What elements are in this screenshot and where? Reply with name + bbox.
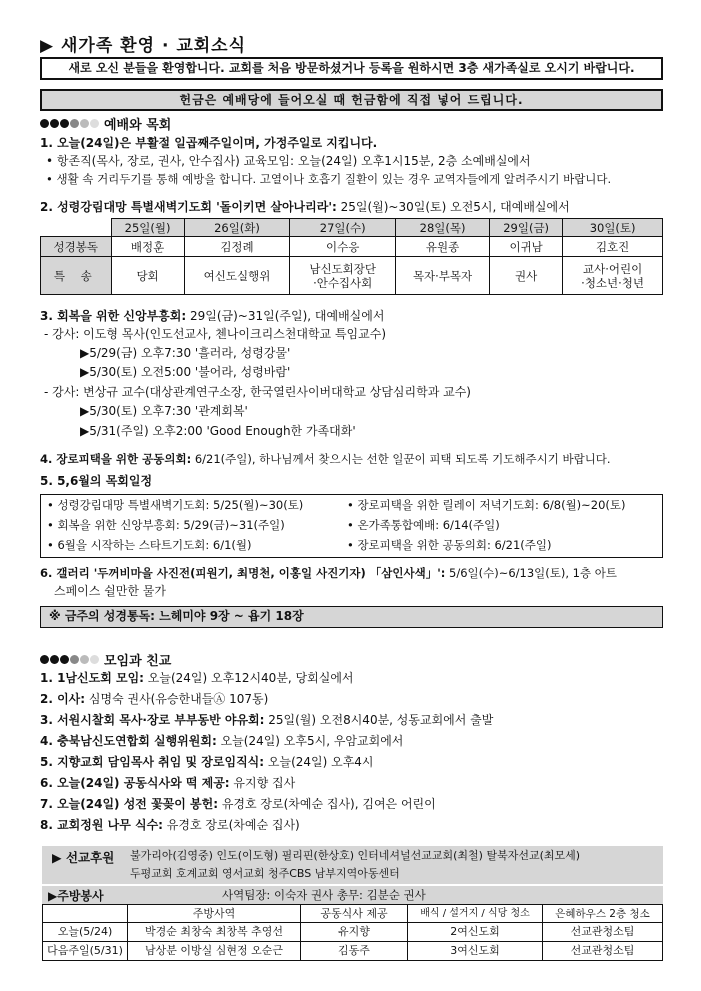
row-label: 성경봉독: [41, 237, 112, 257]
worship-item-5: 5. 5,6월의 목회일정: [40, 474, 153, 488]
dots-bullet-icon: [40, 119, 99, 128]
fellowship-item: 2. 이사: 심명숙 권사(유승한내들Ⓐ 107동): [40, 692, 269, 706]
kitchen-label: ▶주방봉사: [48, 889, 104, 903]
session-2: ▶5/30(토) 오전5:00 '불어라, 성령바람': [80, 365, 291, 379]
table-header-cell: 은혜하우스 2층 청소: [543, 905, 663, 923]
table-header-cell: 공동식사 제공: [301, 905, 408, 923]
table-cell: 유지향: [301, 923, 408, 942]
list-item: • 회복을 위한 신앙부흥회: 5/29(금)~31(주일): [47, 518, 285, 532]
table-cell: 배정훈: [111, 237, 184, 257]
fellowship-section-heading: [40, 650, 171, 669]
table-cell: 남상분 이방실 심현정 오순근: [128, 942, 301, 961]
table-cell: 3여신도회: [408, 942, 543, 961]
offering-banner: 헌금은 예배당에 들어오실 때 헌금함에 직접 넣어 드립니다.: [40, 89, 663, 111]
worship-item-3: 3. 회복을 위한 신앙부흥회: 29일(금)~31일(주일), 대예배실에서: [40, 309, 385, 323]
worship-item-4: 4. 장로피택을 위한 공동의회: 6/21(주일), 하나님께서 찾으시는 선한 일꾼이 피택 되도록 기도해주시기 바랍니다.: [40, 452, 611, 466]
table-cell: 김동주: [301, 942, 408, 961]
table-header-cell: 주방사역: [128, 905, 301, 923]
speaker-1: - 강사: 이도형 목사(인도선교사, 첸나이크리스천대학교 특임교수): [44, 327, 387, 341]
mission-line-2: 두평교회 호계교회 영서교회 청주CBS 남부지역아동센터: [130, 867, 400, 880]
fellowship-item: 3. 서원시찰회 목사·장로 부부동반 야유회: 25일(월) 오전8시40분, 성동교회에서 출발: [40, 713, 494, 727]
mission-label: ▶ 선교후원: [52, 850, 115, 865]
table-cell: 이수응: [290, 237, 396, 257]
table-row: [41, 257, 663, 295]
list-item: • 장로피택을 위한 공동의회: 6/21(주일): [347, 538, 552, 552]
fellowship-item: 7. 오늘(24일) 성전 꽃꽂이 봉헌: 유경호 장로(차예순 집사), 김여은 어린이: [40, 797, 436, 811]
kitchen-service-table: [42, 904, 663, 961]
table-cell: 김호진: [563, 237, 663, 257]
table-cell: 권사: [490, 257, 563, 295]
table-header-cell: 25일(월): [111, 219, 184, 237]
table-cell: 2여신도회: [408, 923, 543, 942]
table-cell: 선교관청소팀: [543, 923, 663, 942]
session-4: ▶5/31(주일) 오후2:00 'Good Enough한 가족대화': [80, 424, 356, 438]
schedule-box: [40, 494, 663, 558]
table-row: [43, 942, 663, 961]
kitchen-header-bar: [42, 886, 663, 904]
worship-item-6-line-2: 스페이스 쉴만한 물가: [54, 584, 166, 598]
kitchen-leaders: 사역팀장: 이숙자 권사 총무: 김분순 권사: [222, 888, 426, 902]
fellowship-item: 1. 1남신도회 모임: 오늘(24일) 오후12시40분, 당회실에서: [40, 671, 354, 685]
table-cell: 교사·어린이 ·청소년·청년: [563, 257, 663, 295]
table-cell: 오늘(5/24): [43, 923, 128, 942]
fellowship-item: 6. 오늘(24일) 공동식사와 떡 제공: 유지향 집사: [40, 776, 296, 790]
table-header-cell: 28일(목): [396, 219, 490, 237]
page-title: ▶ 새가족 환영 · 교회소식: [40, 36, 247, 56]
table-header-cell: 26일(화): [184, 219, 290, 237]
table-cell: 유원종: [396, 237, 490, 257]
table-cell: 선교관청소팀: [543, 942, 663, 961]
welcome-banner: 새로 오신 분들을 환영합니다. 교회를 처음 방문하셨거나 등록을 원하시면 3층 새가족실로 오시기 바랍니다.: [40, 57, 663, 80]
list-item: • 온가족통합예배: 6/14(주일): [347, 518, 500, 532]
table-cell: 김정례: [184, 237, 290, 257]
table-cell: 다음주일(5/31): [43, 942, 128, 961]
table-header-cell: 30일(토): [563, 219, 663, 237]
table-cell: 목자·부목자: [396, 257, 490, 295]
table-row: [43, 923, 663, 942]
table-cell: 당회: [111, 257, 184, 295]
bible-reading-banner: ※ 금주의 성경통독: 느헤미야 9장 ~ 욥기 18장: [40, 606, 663, 628]
table-header-cell: 27일(수): [290, 219, 396, 237]
session-1: ▶5/29(금) 오후7:30 '흘러라, 성령강물': [80, 346, 291, 360]
worship-item-6: 6. 갤러리 '두꺼비마을 사진전(피원기, 최명천, 이홍일 사진기자) 「삼인사색」': 5/6일(수)~6/13일(토), 1층 아트: [40, 566, 617, 580]
list-item: • 장로피택을 위한 릴레이 저녁기도회: 6/8(월)~20(토): [347, 498, 626, 512]
table-cell: 이귀남: [490, 237, 563, 257]
section-title: 모임과 친교: [104, 654, 172, 669]
row-label: 특 송: [41, 257, 112, 295]
worship-item-1: 1. 오늘(24일)은 부활절 일곱째주일이며, 가정주일로 지킵니다.: [40, 136, 378, 150]
worship-item-1-bullet-2: • 생활 속 거리두기를 통해 예방을 합니다. 고열이나 호흡기 질환이 있는 경우 교역자들에게 알려주시기 바랍니다.: [46, 172, 612, 186]
table-row: [43, 905, 663, 923]
worship-item-2: 2. 성령강림대망 특별새벽기도회 '돌이키면 살아나리라': 25일(월)~30일(토) 오전5시, 대예배실에서: [40, 200, 570, 214]
table-cell: 남신도회장단 ·안수집사회: [290, 257, 396, 295]
speaker-2: - 강사: 변상규 교수(대상관계연구소장, 한국열린사이버대학교 상담심리학과 교수): [44, 385, 471, 399]
prayer-schedule-table: [40, 218, 663, 295]
table-header-cell: 29일(금): [490, 219, 563, 237]
section-title: 예배와 목회: [104, 118, 172, 133]
worship-section-heading: [40, 114, 171, 133]
fellowship-item: 5. 지향교회 담임목사 취임 및 장로임직식: 오늘(24일) 오후4시: [40, 755, 374, 769]
table-row: [41, 219, 663, 237]
table-header-cell: 배식 / 설거지 / 식당 청소: [408, 905, 543, 923]
list-item: • 성령강림대망 특별새벽기도회: 5/25(월)~30(토): [47, 498, 304, 512]
mission-support-box: [42, 846, 663, 884]
mission-line-1: 불가리아(김영중) 인도(이도형) 필리핀(한상호) 인터네셔널선교교회(최철) 탈북자선교(최모세): [130, 849, 581, 862]
session-3: ▶5/30(토) 오후7:30 '관계회복': [80, 404, 248, 418]
table-cell: 박경순 최창숙 최창복 추영선: [128, 923, 301, 942]
dots-bullet-icon: [40, 655, 99, 664]
worship-item-1-bullet-1: • 항존직(목사, 장로, 권사, 안수집사) 교육모임: 오늘(24일) 오후1시15분, 2층 소예배실에서: [46, 154, 531, 168]
list-item: • 6월을 시작하는 스타트기도회: 6/1(월): [47, 538, 252, 552]
fellowship-item: 4. 충북남신도연합회 실행위원회: 오늘(24일) 오후5시, 우암교회에서: [40, 734, 404, 748]
table-row: [41, 237, 663, 257]
table-cell: 여신도실행위: [184, 257, 290, 295]
fellowship-item: 8. 교회정원 나무 식수: 유경호 장로(차예순 집사): [40, 818, 300, 832]
